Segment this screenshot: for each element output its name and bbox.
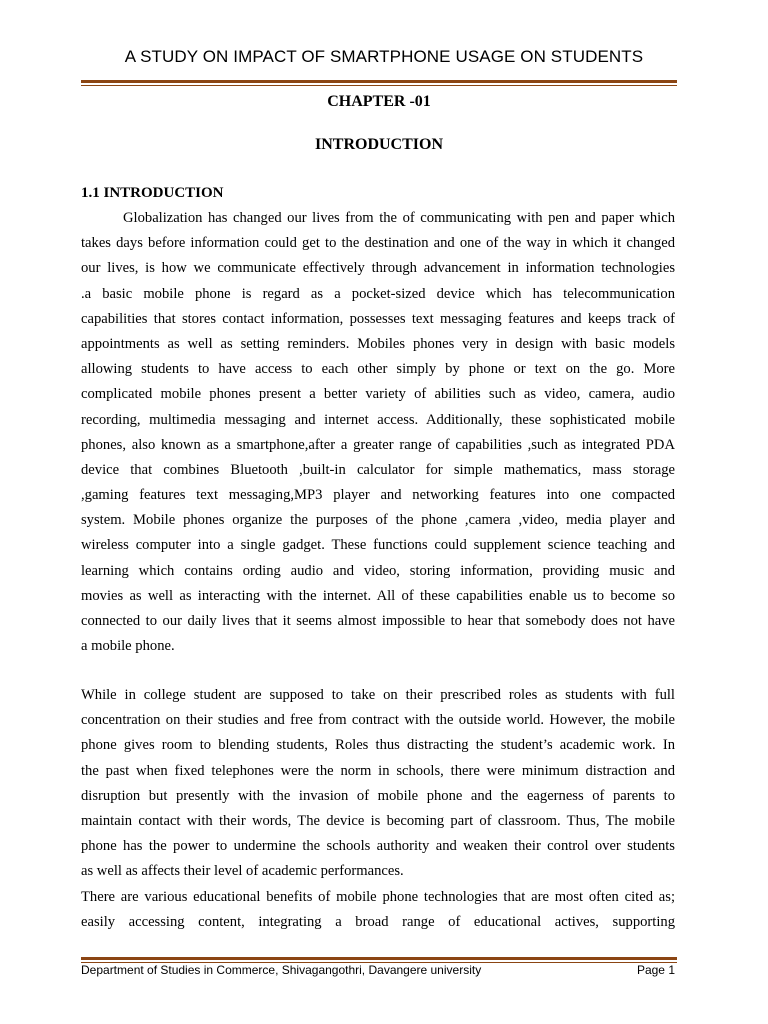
text-line: connected to our daily lives that it seems almost impossible to hear that somebody does not have — [81, 613, 675, 629]
header-rule-thick — [81, 80, 677, 83]
paragraph-2 — [81, 683, 675, 935]
paragraph-1 — [81, 206, 675, 659]
chapter-number: CHAPTER -01 — [327, 93, 431, 110]
text-line: complicated mobile phones present a better variety of abilities such as video, camera, audio — [81, 386, 675, 403]
footer-department: Department of Studies in Commerce, Shivagangothri, Davangere university — [81, 963, 482, 977]
footer-rule-thick — [81, 957, 677, 960]
text-line: our lives, is how we communicate effectively through advancement in information technologies — [81, 260, 675, 277]
text-line: phone has the power to undermine the schools authority and weaken their control over students — [81, 838, 675, 855]
text-line: easily accessing content, integrating a broad range of educational actives, supporting — [81, 913, 675, 930]
text-line: as well as affects their level of academic performances. — [81, 863, 404, 880]
text-line: device that combines Bluetooth ,built-in calculator for simple mathematics, mass storage — [81, 461, 675, 478]
text-line: system. Mobile phones organize the purposes of the phone ,camera ,video, media player and — [81, 512, 675, 529]
footer-page-number: Page 1 — [636, 963, 675, 977]
text-line: disruption but presently with the invasion of mobile phone and the eagerness of parents to — [81, 787, 675, 804]
text-line: recording, multimedia messaging and internet access. Additionally, these sophisticated mobile — [81, 411, 675, 428]
text-line: maintain contact with their words, The device is becoming part of classroom. Thus, The mobile — [81, 812, 675, 829]
text-line: There are various educational benefits of mobile phone technologies that are most often cited as; — [81, 888, 675, 905]
text-line: concentration on their studies and free from contract with the outside world. However, the mobile — [81, 712, 675, 729]
running-header-title: A STUDY ON IMPACT OF SMARTPHONE USAGE ON STUDENTS — [124, 47, 644, 66]
header-rule-thin — [81, 85, 677, 86]
text-line: a mobile phone. — [81, 638, 175, 655]
text-line: Globalization has changed our lives from the of communicating with pen and paper which — [123, 210, 675, 226]
text-line: ,gaming features text messaging,MP3 player and networking features into one compacted — [81, 487, 675, 504]
text-line: While in college student are supposed to take on their prescribed roles as students with full — [81, 687, 675, 703]
text-line: .a basic mobile phone is regard as a pocket-sized device which has telecommunication — [81, 285, 675, 302]
text-line: phones, also known as a smartphone,after a greater range of capabilities ,such as integrated PDA — [81, 436, 675, 453]
text-line: allowing students to have access to each other simply by phone or text on the go. More — [81, 361, 675, 378]
text-line: appointments as well as setting reminders. Mobiles phones very in design with basic models — [81, 335, 675, 352]
text-line: learning which contains ording audio and video, storing information, providing music and — [81, 562, 675, 579]
text-line: takes days before information could get to the destination and one of the way in which it changed — [81, 235, 675, 252]
text-line: capabilities that stores contact information, possesses text messaging features and keeps track of — [81, 310, 675, 327]
text-line: movies as well as interacting with the internet. All of these capabilities enable us to become so — [81, 587, 675, 604]
chapter-title: INTRODUCTION — [314, 136, 443, 153]
text-line: phone gives room to blending students, Roles thus distracting the student’s academic work. In — [81, 737, 675, 754]
section-heading: 1.1 INTRODUCTION — [81, 185, 224, 201]
text-line: wireless computer into a single gadget. These functions could supplement science teaching and — [81, 537, 675, 554]
text-line: the past when fixed telephones were the norm in schools, there were minimum distraction and — [81, 762, 675, 779]
